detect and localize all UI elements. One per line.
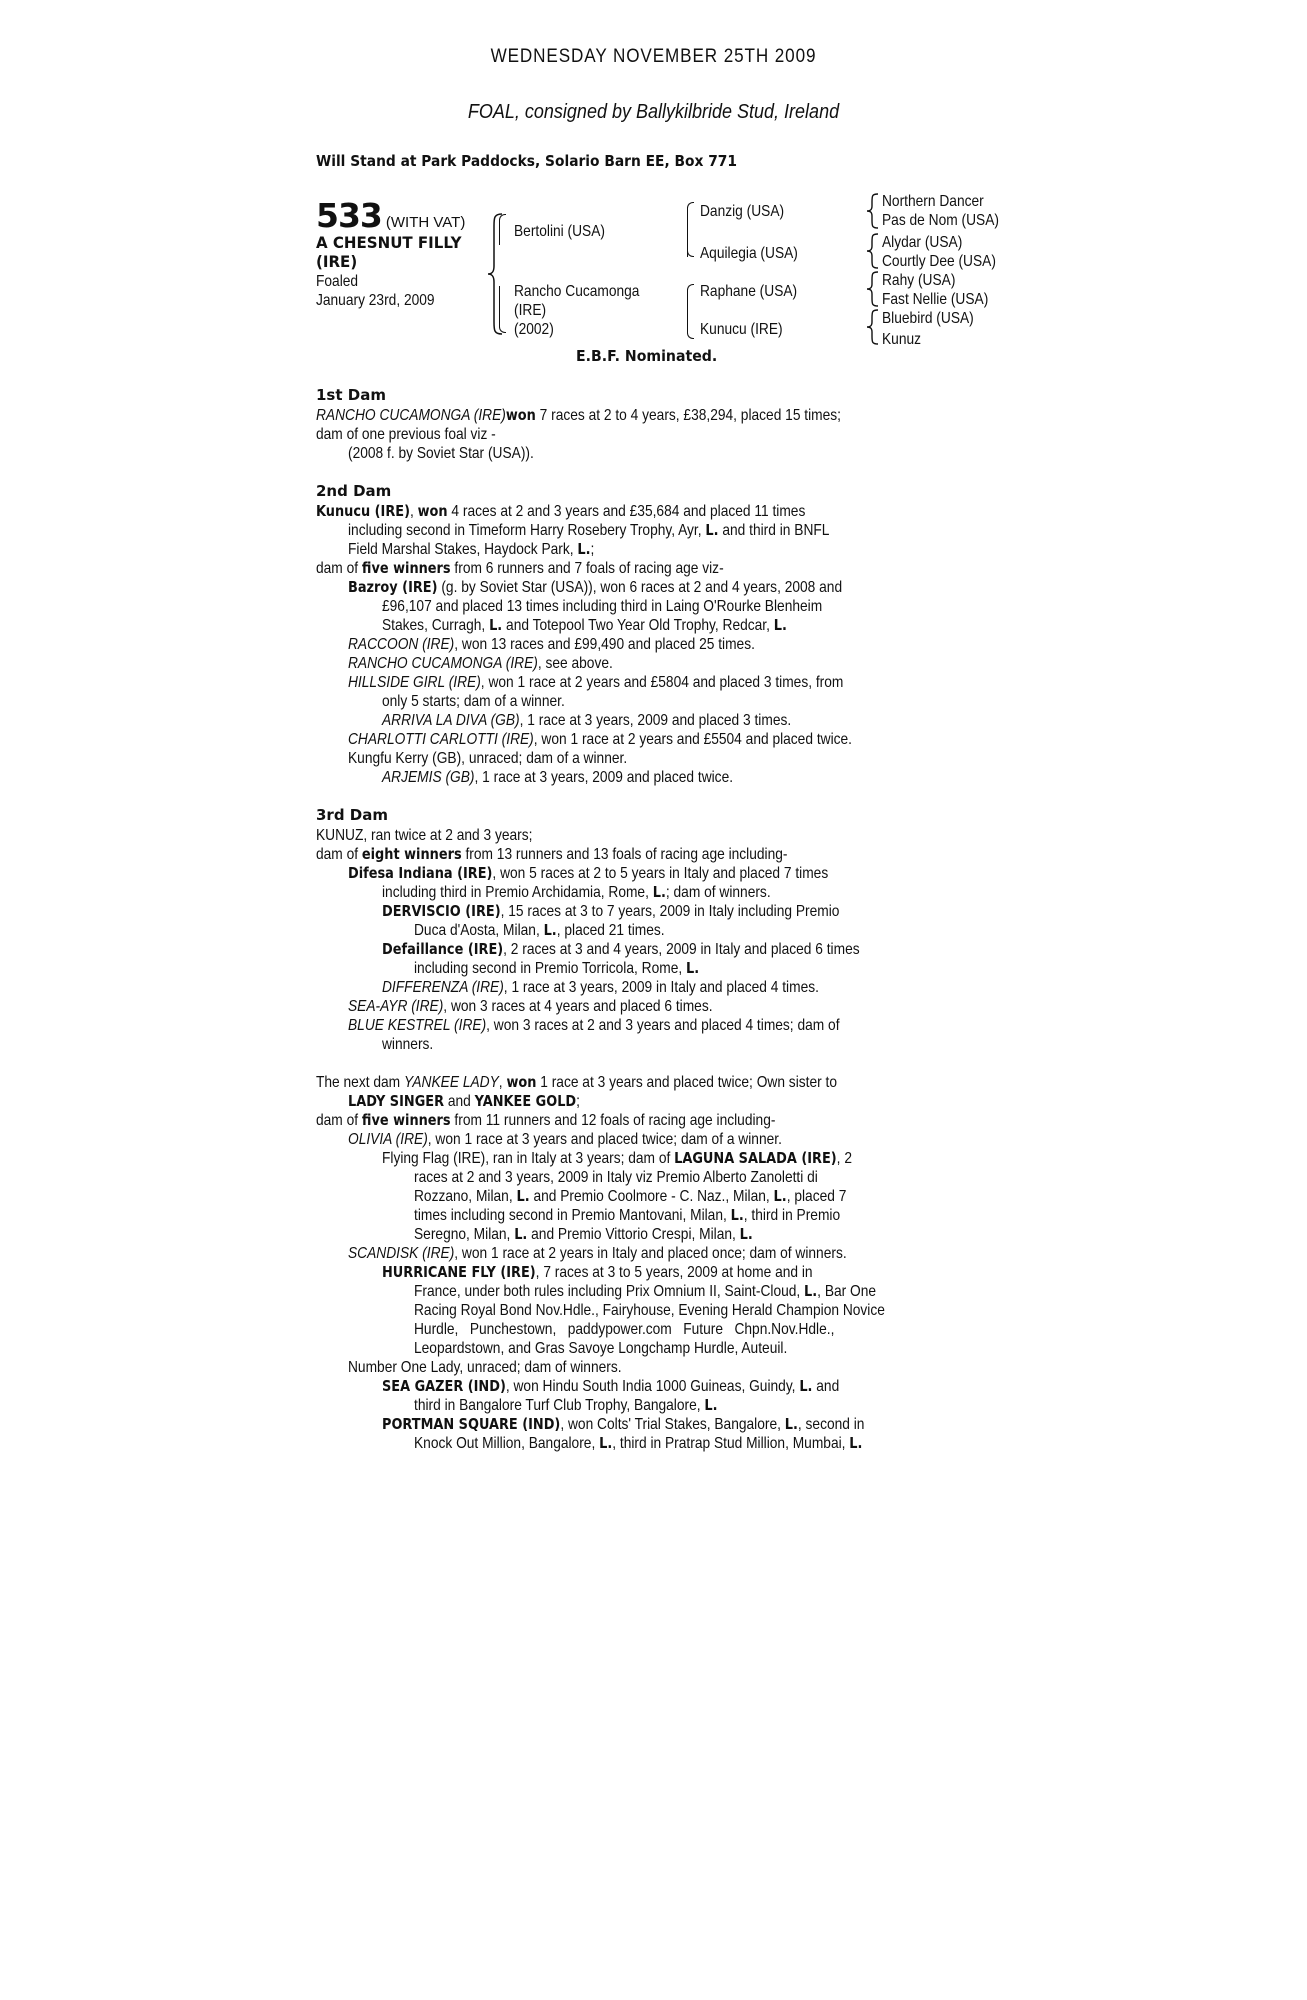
second-dam-line-9 [348, 654, 613, 673]
listed-marker: L. [704, 1396, 718, 1414]
offspring-name: ARRIVA LA DIVA (GB) [382, 712, 520, 729]
grandsire-ss: Danzig (USA) [700, 203, 785, 220]
third-dam-line-4 [382, 883, 771, 902]
third-dam-line-6 [414, 921, 665, 940]
pedigree-brace-dd [687, 312, 694, 339]
third-dam-line-1: KUNUZ, ran twice at 2 and 3 years; [316, 827, 533, 844]
text: from 6 runners and 7 foals of racing age viz- [450, 560, 724, 577]
next-dam-line-12 [414, 1282, 876, 1301]
offspring-name: SCANDISK (IRE) [348, 1245, 455, 1262]
ggdam-dsd: Fast Nellie (USA) [882, 291, 989, 308]
next-dam-line-15: Leopardstown, and Gras Savoye Longchamp Hurdle, Auteuil. [414, 1340, 788, 1357]
next-dam-line-16: Number One Lady, unraced; dam of winners. [348, 1359, 622, 1376]
ggdam-ssd: Pas de Nom (USA) [882, 212, 1000, 229]
text: Seregno, Milan, [414, 1226, 511, 1243]
text: including second in Timeform Harry Rosebery Trophy, Ayr, [348, 522, 702, 539]
next-dam-line-9 [414, 1225, 753, 1244]
text: , won 1 race at 2 years and £5804 and placed 3 times, from [480, 674, 844, 691]
pedigree-brace-sd [687, 242, 694, 257]
text: and third in BNFL [718, 522, 830, 539]
text: ; dam of winners. [665, 884, 771, 901]
listed-marker: L. [799, 1377, 813, 1395]
text: , placed 7 [786, 1188, 847, 1205]
pedigree-brace-g3 [866, 192, 880, 348]
offspring-name: DERVISCIO (IRE) [382, 902, 501, 920]
offspring-name: HILLSIDE GIRL (IRE) [348, 674, 481, 691]
text: including second in Premio Torricola, Rome, [414, 960, 683, 977]
next-dam-line-3 [316, 1111, 775, 1130]
offspring-name: SEA-AYR (IRE) [348, 998, 444, 1015]
second-dam-line-7 [382, 616, 787, 635]
text: , 15 races at 3 to 7 years, 2009 in Italy including Premio [500, 903, 840, 920]
second-dam-line-13 [348, 730, 852, 749]
listed-marker: L. [514, 1225, 528, 1243]
offspring-name: RACCOON (IRE) [348, 636, 455, 653]
dam-name-line-1: Rancho Cucamonga [514, 283, 640, 300]
sire-name: Bertolini (USA) [514, 223, 605, 240]
text: dam of [316, 1112, 362, 1129]
text: Rozzano, Milan, [414, 1188, 513, 1205]
next-dam-line-10 [348, 1244, 847, 1263]
text: , won Colts' Trial Stakes, Bangalore, [560, 1416, 781, 1433]
next-dam-line-17 [382, 1377, 839, 1396]
next-dam-line-1 [316, 1073, 837, 1092]
third-dam-line-7 [382, 940, 860, 959]
listed-marker: L. [577, 540, 591, 558]
next-dam-line-20 [414, 1434, 862, 1453]
text: , second in [797, 1416, 865, 1433]
text: from 11 runners and 12 foals of racing age including- [450, 1112, 776, 1129]
text: , Bar One [817, 1283, 877, 1300]
third-dam-line-9 [382, 978, 819, 997]
text: and Premio Coolmore - C. Naz., Milan, [529, 1188, 770, 1205]
pedigree-brace-sire [499, 214, 506, 245]
horse-name-line-1: A CHESNUT FILLY [316, 233, 462, 252]
text: , see above. [537, 655, 613, 672]
text: from 13 runners and 13 foals of racing age including- [461, 846, 788, 863]
foaled-label: Foaled [316, 273, 359, 290]
second-dam-line-10 [348, 673, 843, 692]
text: including third in Premio Archidamia, Rome, [382, 884, 649, 901]
dam-name [514, 282, 639, 339]
second-dam-line-8 [348, 635, 755, 654]
ebf-nominated: E.B.F. Nominated. [576, 347, 718, 365]
third-dam-line-10 [348, 997, 713, 1016]
third-dam-line-5 [382, 902, 839, 921]
horse-name-line-2: (IRE) [316, 252, 358, 271]
third-dam-line-8 [414, 959, 699, 978]
text: The next dam [316, 1074, 404, 1091]
next-dam-line-2 [348, 1092, 580, 1111]
ggdam-sdd: Courtly Dee (USA) [882, 253, 996, 270]
next-dam-line-11 [382, 1263, 813, 1282]
second-dam-heading: 2nd Dam [316, 482, 392, 500]
ggsire-dss: Rahy (USA) [882, 272, 956, 289]
second-dam-line-3 [348, 540, 594, 559]
ggdam-ddd: Kunuz [882, 331, 922, 348]
offspring-name: Difesa Indiana (IRE) [348, 864, 493, 882]
text: and Totepool Two Year Old Trophy, Redcar, [502, 617, 770, 634]
second-dam-line-5 [348, 578, 842, 597]
offspring-name: HURRICANE FLY (IRE) [382, 1263, 536, 1281]
offspring-name: Bazroy (IRE) [348, 578, 438, 596]
offspring-name: OLIVIA (IRE) [348, 1131, 428, 1148]
third-dam-heading: 3rd Dam [316, 806, 388, 824]
granddam-sd: Aquilegia (USA) [700, 245, 798, 262]
text: Knock Out Million, Bangalore, [414, 1435, 596, 1452]
text: , won 5 races at 2 to 5 years in Italy and placed 7 times [492, 865, 829, 882]
text: , placed 21 times. [556, 922, 665, 939]
text: , 7 races at 3 to 5 years, 2009 at home and in [535, 1264, 813, 1281]
next-dam-line-18 [414, 1396, 718, 1415]
offspring-name: CHARLOTTI CARLOTTI (IRE) [348, 731, 534, 748]
offspring-name: PORTMAN SQUARE (IND) [382, 1415, 561, 1433]
text: Field Marshal Stakes, Haydock Park, [348, 541, 574, 558]
text: , won 1 race at 2 years in Italy and placed once; dam of winners. [454, 1245, 847, 1262]
third-dam-line-3 [348, 864, 828, 883]
text: , 1 race at 3 years, 2009 in Italy and placed 4 times. [503, 979, 819, 996]
first-dam-heading: 1st Dam [316, 386, 386, 404]
winners-count: eight winners [361, 845, 462, 863]
grandsire-ds: Raphane (USA) [700, 283, 798, 300]
foaled-date [316, 272, 435, 310]
ggsire-sss: Northern Dancer [882, 193, 984, 210]
text: , 2 races at 3 and 4 years, 2009 in Italy and placed 6 times [503, 941, 860, 958]
third-dam-line-12: winners. [382, 1036, 434, 1053]
third-dam-line-2 [316, 845, 787, 864]
second-dam-line-6: £96,107 and placed 13 times including third in Laing O'Rourke Blenheim [382, 598, 823, 615]
text: France, under both rules including Prix Omnium II, Saint-Cloud, [414, 1283, 801, 1300]
won-label: won [417, 502, 448, 520]
text: , won 13 races and £99,490 and placed 25 times. [454, 636, 755, 653]
listed-marker: L. [784, 1415, 798, 1433]
won-label: won [505, 406, 536, 424]
winners-count: five winners [361, 1111, 451, 1129]
text: third in Bangalore Turf Club Trophy, Bangalore, [414, 1397, 701, 1414]
text: , won Hindu South India 1000 Guineas, Guindy, [505, 1378, 796, 1395]
text: ; [590, 541, 595, 558]
listed-marker: L. [705, 521, 719, 539]
horse-description [316, 233, 461, 271]
vat-note: (WITH VAT) [385, 214, 466, 231]
text: , won 3 races at 2 and 3 years and placed 4 times; dam of [486, 1017, 840, 1034]
second-dam-line-14: Kungfu Kerry (GB), unraced; dam of a winner. [348, 750, 628, 767]
text: , [498, 1074, 507, 1091]
listed-marker: L. [739, 1225, 753, 1243]
text: times including second in Premio Mantovani, Milan, [414, 1207, 727, 1224]
text: Flying Flag (IRE), ran in Italy at 3 years; dam of [382, 1150, 675, 1167]
second-dam-line-2 [348, 521, 829, 540]
offspring-name: ARJEMIS (GB) [382, 769, 475, 786]
text: dam of [316, 846, 362, 863]
text: and Premio Vittorio Crespi, Milan, [527, 1226, 736, 1243]
first-dam-name: RANCHO CUCAMONGA (IRE) [316, 407, 506, 424]
consignor-line: FOAL, consigned by Ballykilbride Stud, Ireland [467, 101, 840, 123]
text: , third in Premio [743, 1207, 841, 1224]
offspring-name: Defaillance (IRE) [382, 940, 504, 958]
listed-marker: L. [686, 959, 700, 977]
offspring-name: BLUE KESTREL (IRE) [348, 1017, 487, 1034]
text: 1 race at 3 years and placed twice; Own sister to [536, 1074, 837, 1091]
next-dam-line-4 [348, 1130, 782, 1149]
stand-location: Will Stand at Park Paddocks, Solario Barn EE, Box 771 [316, 152, 738, 170]
listed-marker: L. [849, 1434, 863, 1452]
second-dam-line-4 [316, 559, 724, 578]
next-dam-line-13: Racing Royal Bond Nov.Hdle., Fairyhouse, Evening Herald Champion Novice [414, 1302, 885, 1319]
text: (g. by Soviet Star (USA)), won 6 races at 2 and 4 years, 2008 and [437, 579, 843, 596]
next-dam-line-7 [414, 1187, 846, 1206]
second-dam-line-12 [382, 711, 791, 730]
second-dam-line-11: only 5 starts; dam of a winner. [382, 693, 565, 710]
listed-marker: L. [516, 1187, 530, 1205]
listed-marker: L. [652, 883, 666, 901]
next-dam-line-19 [382, 1415, 864, 1434]
offspring-name: RANCHO CUCAMONGA (IRE) [348, 655, 538, 672]
text: and [812, 1378, 840, 1395]
lot-number-line [316, 196, 465, 235]
listed-marker: L. [730, 1206, 744, 1224]
text: , third in Pratrap Stud Million, Mumbai, [612, 1435, 846, 1452]
third-dam-line-11 [348, 1016, 840, 1035]
text: , 1 race at 3 years, 2009 and placed 3 times. [519, 712, 792, 729]
text: , 2 [836, 1150, 852, 1167]
pedigree-brace-dam [499, 286, 506, 333]
text: and [444, 1093, 475, 1110]
listed-marker: L. [773, 616, 787, 634]
second-dam-line-15 [382, 768, 733, 787]
listed-marker: L. [773, 1187, 787, 1205]
text: Stakes, Curragh, [382, 617, 486, 634]
offspring-name: LAGUNA SALADA (IRE) [674, 1149, 837, 1167]
second-dam-record: 4 races at 2 and 3 years and £35,684 and placed 11 times [447, 503, 806, 520]
listed-marker: L. [804, 1282, 818, 1300]
first-dam-line-3: (2008 f. by Soviet Star (USA)). [348, 445, 534, 462]
second-dam-name: Kunucu (IRE) [316, 502, 410, 520]
first-dam-line-1 [316, 406, 841, 425]
next-dam-line-14: Hurdle, Punchestown, paddypower.com Future Chpn.Nov.Hdle., [414, 1321, 835, 1338]
text: Duca d'Aosta, Milan, [414, 922, 540, 939]
next-dam-line-8 [414, 1206, 840, 1225]
next-dam-name: YANKEE LADY [403, 1074, 499, 1091]
next-dam-line-5 [382, 1149, 852, 1168]
second-dam-line-1: Kunucu (IRE), won 4 races at 2 and 3 years and £35,684 and placed 11 times [316, 502, 806, 520]
ggsire-sds: Alydar (USA) [882, 234, 963, 251]
sister-name: YANKEE GOLD [474, 1092, 577, 1110]
first-dam-line-2: dam of one previous foal viz - [316, 426, 496, 443]
text: , won 3 races at 4 years and placed 6 times. [443, 998, 713, 1015]
text: , won 1 race at 3 years and placed twice; dam of a winner. [427, 1131, 782, 1148]
listed-marker: L. [489, 616, 503, 634]
granddam-dd: Kunucu (IRE) [700, 321, 783, 338]
ggsire-dds: Bluebird (USA) [882, 310, 974, 327]
won-label: won [506, 1073, 537, 1091]
pedigree-brace-ds [687, 284, 694, 313]
dam-name-line-2: (IRE) [514, 302, 547, 319]
text: , won 1 race at 2 years and £5504 and placed twice. [533, 731, 852, 748]
offspring-name: DIFFERENZA (IRE) [382, 979, 504, 996]
text: , 1 race at 3 years, 2009 and placed twice. [474, 769, 734, 786]
offspring-name: SEA GAZER (IND) [382, 1377, 506, 1395]
foaled-value: January 23rd, 2009 [316, 292, 435, 309]
listed-marker: L. [599, 1434, 613, 1452]
sister-name: LADY SINGER [348, 1092, 445, 1110]
text: ; [576, 1093, 580, 1110]
lot-number: 533 [316, 196, 382, 235]
winners-count: five winners [361, 559, 451, 577]
text: dam of [316, 560, 362, 577]
dam-year: (2002) [514, 321, 554, 338]
first-dam-record: 7 races at 2 to 4 years, £38,294, placed 15 times; [535, 407, 842, 424]
next-dam-line-6: races at 2 and 3 years, 2009 in Italy viz Premio Alberto Zanoletti di [414, 1169, 818, 1186]
listed-marker: L. [543, 921, 557, 939]
sale-date-header: WEDNESDAY NOVEMBER 25TH 2009 [490, 46, 817, 67]
